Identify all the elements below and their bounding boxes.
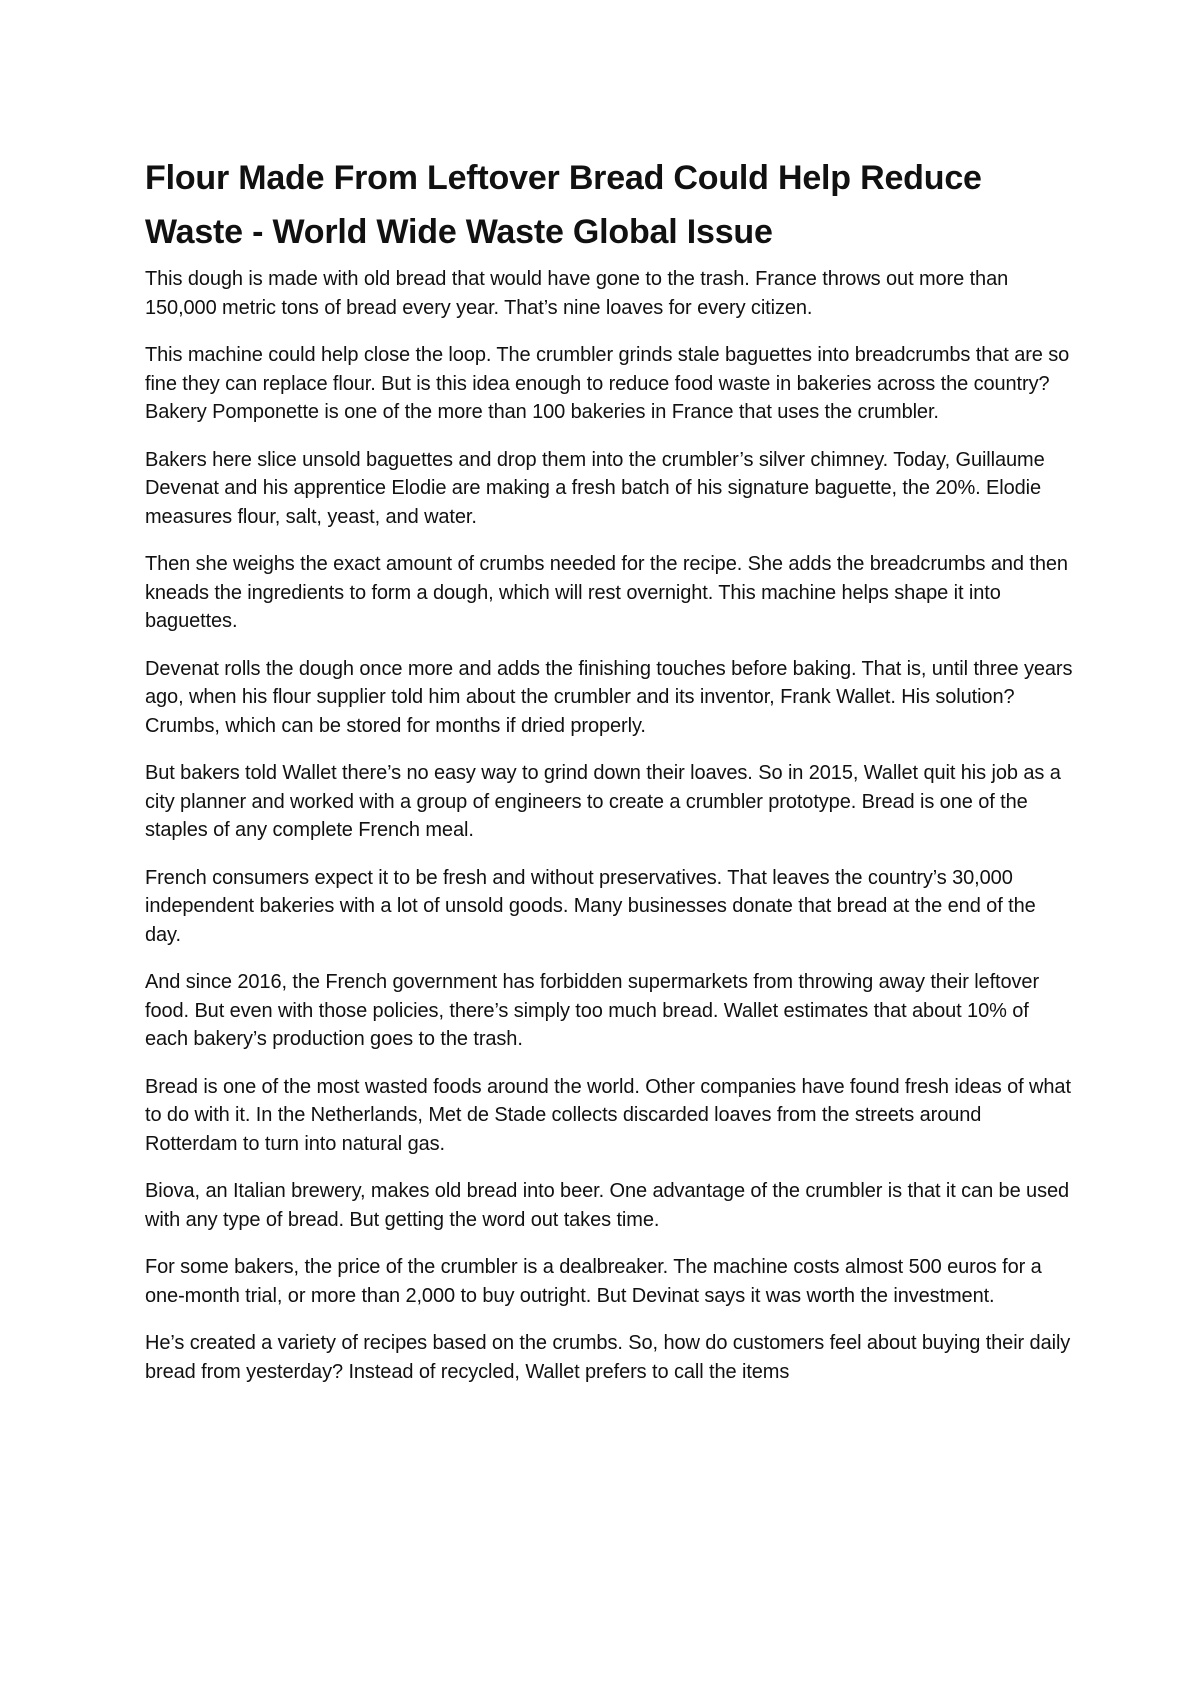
paragraph: This machine could help close the loop. The crumbler grinds stale baguettes into breadcrumbs that are so fine they can replace flour. But is this idea enough to reduce food waste in bakeries across the country? Bakery Pomponette is one of the more than 100 bakeries in France that uses the crumbler. xyxy=(145,344,1070,423)
paragraph: Devenat rolls the dough once more and adds the finishing touches before baking. That is, until three years ago, when his flour supplier told him about the crumbler and its inventor, Frank Wallet. His solution? Crumbs, which can be stored for months if dried properly. xyxy=(145,657,1073,737)
paragraph: This dough is made with old bread that would have gone to the trash. France throws out more than 150,000 metric tons of bread every year. That’s nine loaves for every citizen. xyxy=(145,268,1009,319)
paragraph: Then she weighs the exact amount of crumbs needed for the recipe. She adds the breadcrumbs and then kneads the ingredients to form a dough, which will rest overnight. This machine helps shape it into baguettes. xyxy=(145,553,1068,632)
document-title: Flour Made From Leftover Bread Could Help Reduce Waste - World Wide Waste Global Issue xyxy=(145,159,982,251)
paragraph: Biova, an Italian brewery, makes old bread into beer. One advantage of the crumbler is that it can be used with any type of bread. But getting the word out takes time. xyxy=(145,1180,1070,1231)
paragraph: He’s created a variety of recipes based on the crumbs. So, how do customers feel about buying their daily bread from yesterday? Instead of recycled, Wallet prefers to call the items xyxy=(145,1332,1071,1383)
paragraph: Bread is one of the most wasted foods around the world. Other companies have found fresh ideas of what to do with it. In the Netherlands, Met de Stade collects discarded loaves from the streets around Rotterdam to turn into natural gas. xyxy=(145,1075,1071,1155)
paragraph: And since 2016, the French government has forbidden supermarkets from throwing away their leftover food. But even with those policies, there’s simply too much bread. Wallet estimates that about 10% of each bakery’s production goes to the trash. xyxy=(145,971,1039,1050)
paragraph: Bakers here slice unsold baguettes and drop them into the crumbler’s silver chimney. Today, Guillaume Devenat and his apprentice Elodie are making a fresh batch of his signature baguette, the 20%. Elodie measures flour, salt, yeast, and water. xyxy=(145,448,1045,528)
paragraph: French consumers expect it to be fresh and without preservatives. That leaves the country’s 30,000 independent bakeries with a lot of unsold goods. Many businesses donate that bread at the end of the day. xyxy=(145,866,1036,946)
paragraph: For some bakers, the price of the crumbler is a dealbreaker. The machine costs almost 500 euros for a one-month trial, or more than 2,000 to buy outright. But Devinat says it was worth the investment. xyxy=(145,1256,1042,1307)
document-body xyxy=(145,151,1075,1405)
paragraph: But bakers told Wallet there’s no easy way to grind down their loaves. So in 2015, Wallet quit his job as a city planner and worked with a group of engineers to create a crumbler prototype. Bread is one of the staples of any complete French meal. xyxy=(145,762,1061,841)
